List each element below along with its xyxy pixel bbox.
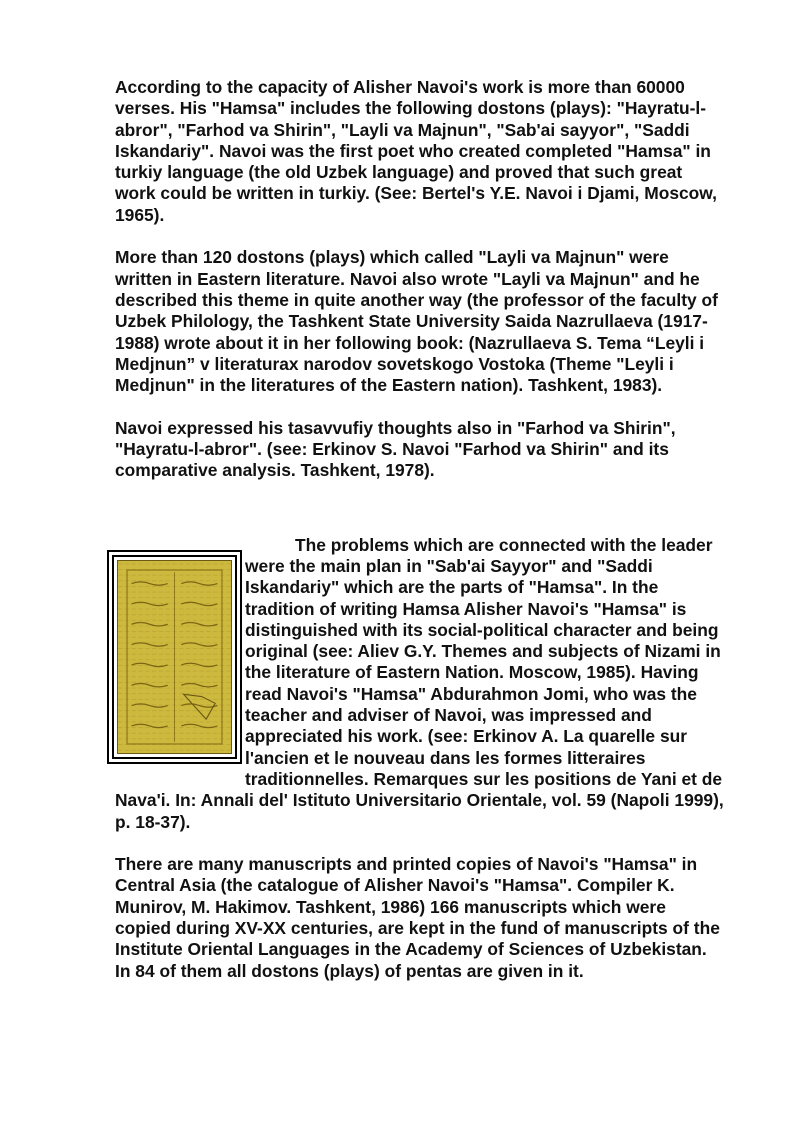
manuscript-illustration [118,561,231,753]
paragraph-layli-majnun: More than 120 dostons (plays) which called "Layli va Majnun" were written in Eastern literature. Navoi also wrote "Layli va Majnun" and he described this theme in quite another way (the professor of the faculty of Uzbek Philology, the Tashkent State University Saida Nazrullaeva (1917-1988) wrote about it in her following book: (Nazrullaeva S. Tema “Leyli i Medjnun” v literaturax narodov sovetskogo Vostoka (Theme "Leyli i Medjnun" in the literatures of the Eastern nation). Tashkent, 1983). [115,247,718,396]
manuscript-image [107,550,242,764]
paragraph-manuscripts: There are many manuscripts and printed copies of Navoi's "Hamsa" in Central Asia (the catalogue of Alisher Navoi's "Hamsa". Compiler K. Munirov, M. Hakimov. Tashkent, 1986) 166 manuscripts which were copied during XV-XX centuries, are kept in the fund of manuscripts of the Institute Oriental Languages in the Academy of Sciences of Uzbekistan. In 84 of them all dostons (plays) of pentas are given in it. [115,854,720,981]
document-page [115,77,725,1003]
manuscript-page-icon [117,560,232,754]
image-frame [107,550,242,764]
paragraph-hamsa-capacity: According to the capacity of Alisher Navoi's work is more than 60000 verses. His "Hamsa" includes the following dostons (plays): "Hayratu-l-abror", "Farhod va Shirin", "Layli va Majnun", "Sab'ai sayyor", "Saddi Iskandariy". Navoi was the first poet who created completed "Hamsa" in turkiy language (the old Uzbek language) and proved that such great work could be written in turkiy. (See: Bertel's Y.E. Navoi i Djami, Moscow, 1965). [115,77,718,225]
paragraph-tasavvufiy: Navoi expressed his tasavvufiy thoughts also in "Farhod va Shirin", "Hayratu-l-abror". (see: Erkinov S. Navoi "Farhod va Shirin" and its comparative analysis. Tashkent, 1978). [115,417,676,481]
paragraph-hamsa-themes: The problems which are connected with the leader were the main plan in "Sab'ai Sayyor" and "Saddi Iskandariy" which are the parts of "Hamsa". In the tradition of writing Hamsa Alisher Navoi's "Hamsa" is distinguished with its social-political character and being original (see: Aliev G.Y. Themes and subjects of Nizami in the literature of Eastern Nation. Moscow, 1985). Having read Navoi's "Hamsa" Abdurahmon Jomi, who was the teacher and adviser of Navoi, was impressed and appreciated his work. (see: Erkinov A. La quarelle sur l'ancien et le nouveau dans les formes litteraires traditionnelles. Remarques sur les positions de Yani et de Nava'i. In: Annali del' Istituto Universitario Orientale, vol. 59 (Napoli 1999), p. 18-37). [115,534,724,832]
